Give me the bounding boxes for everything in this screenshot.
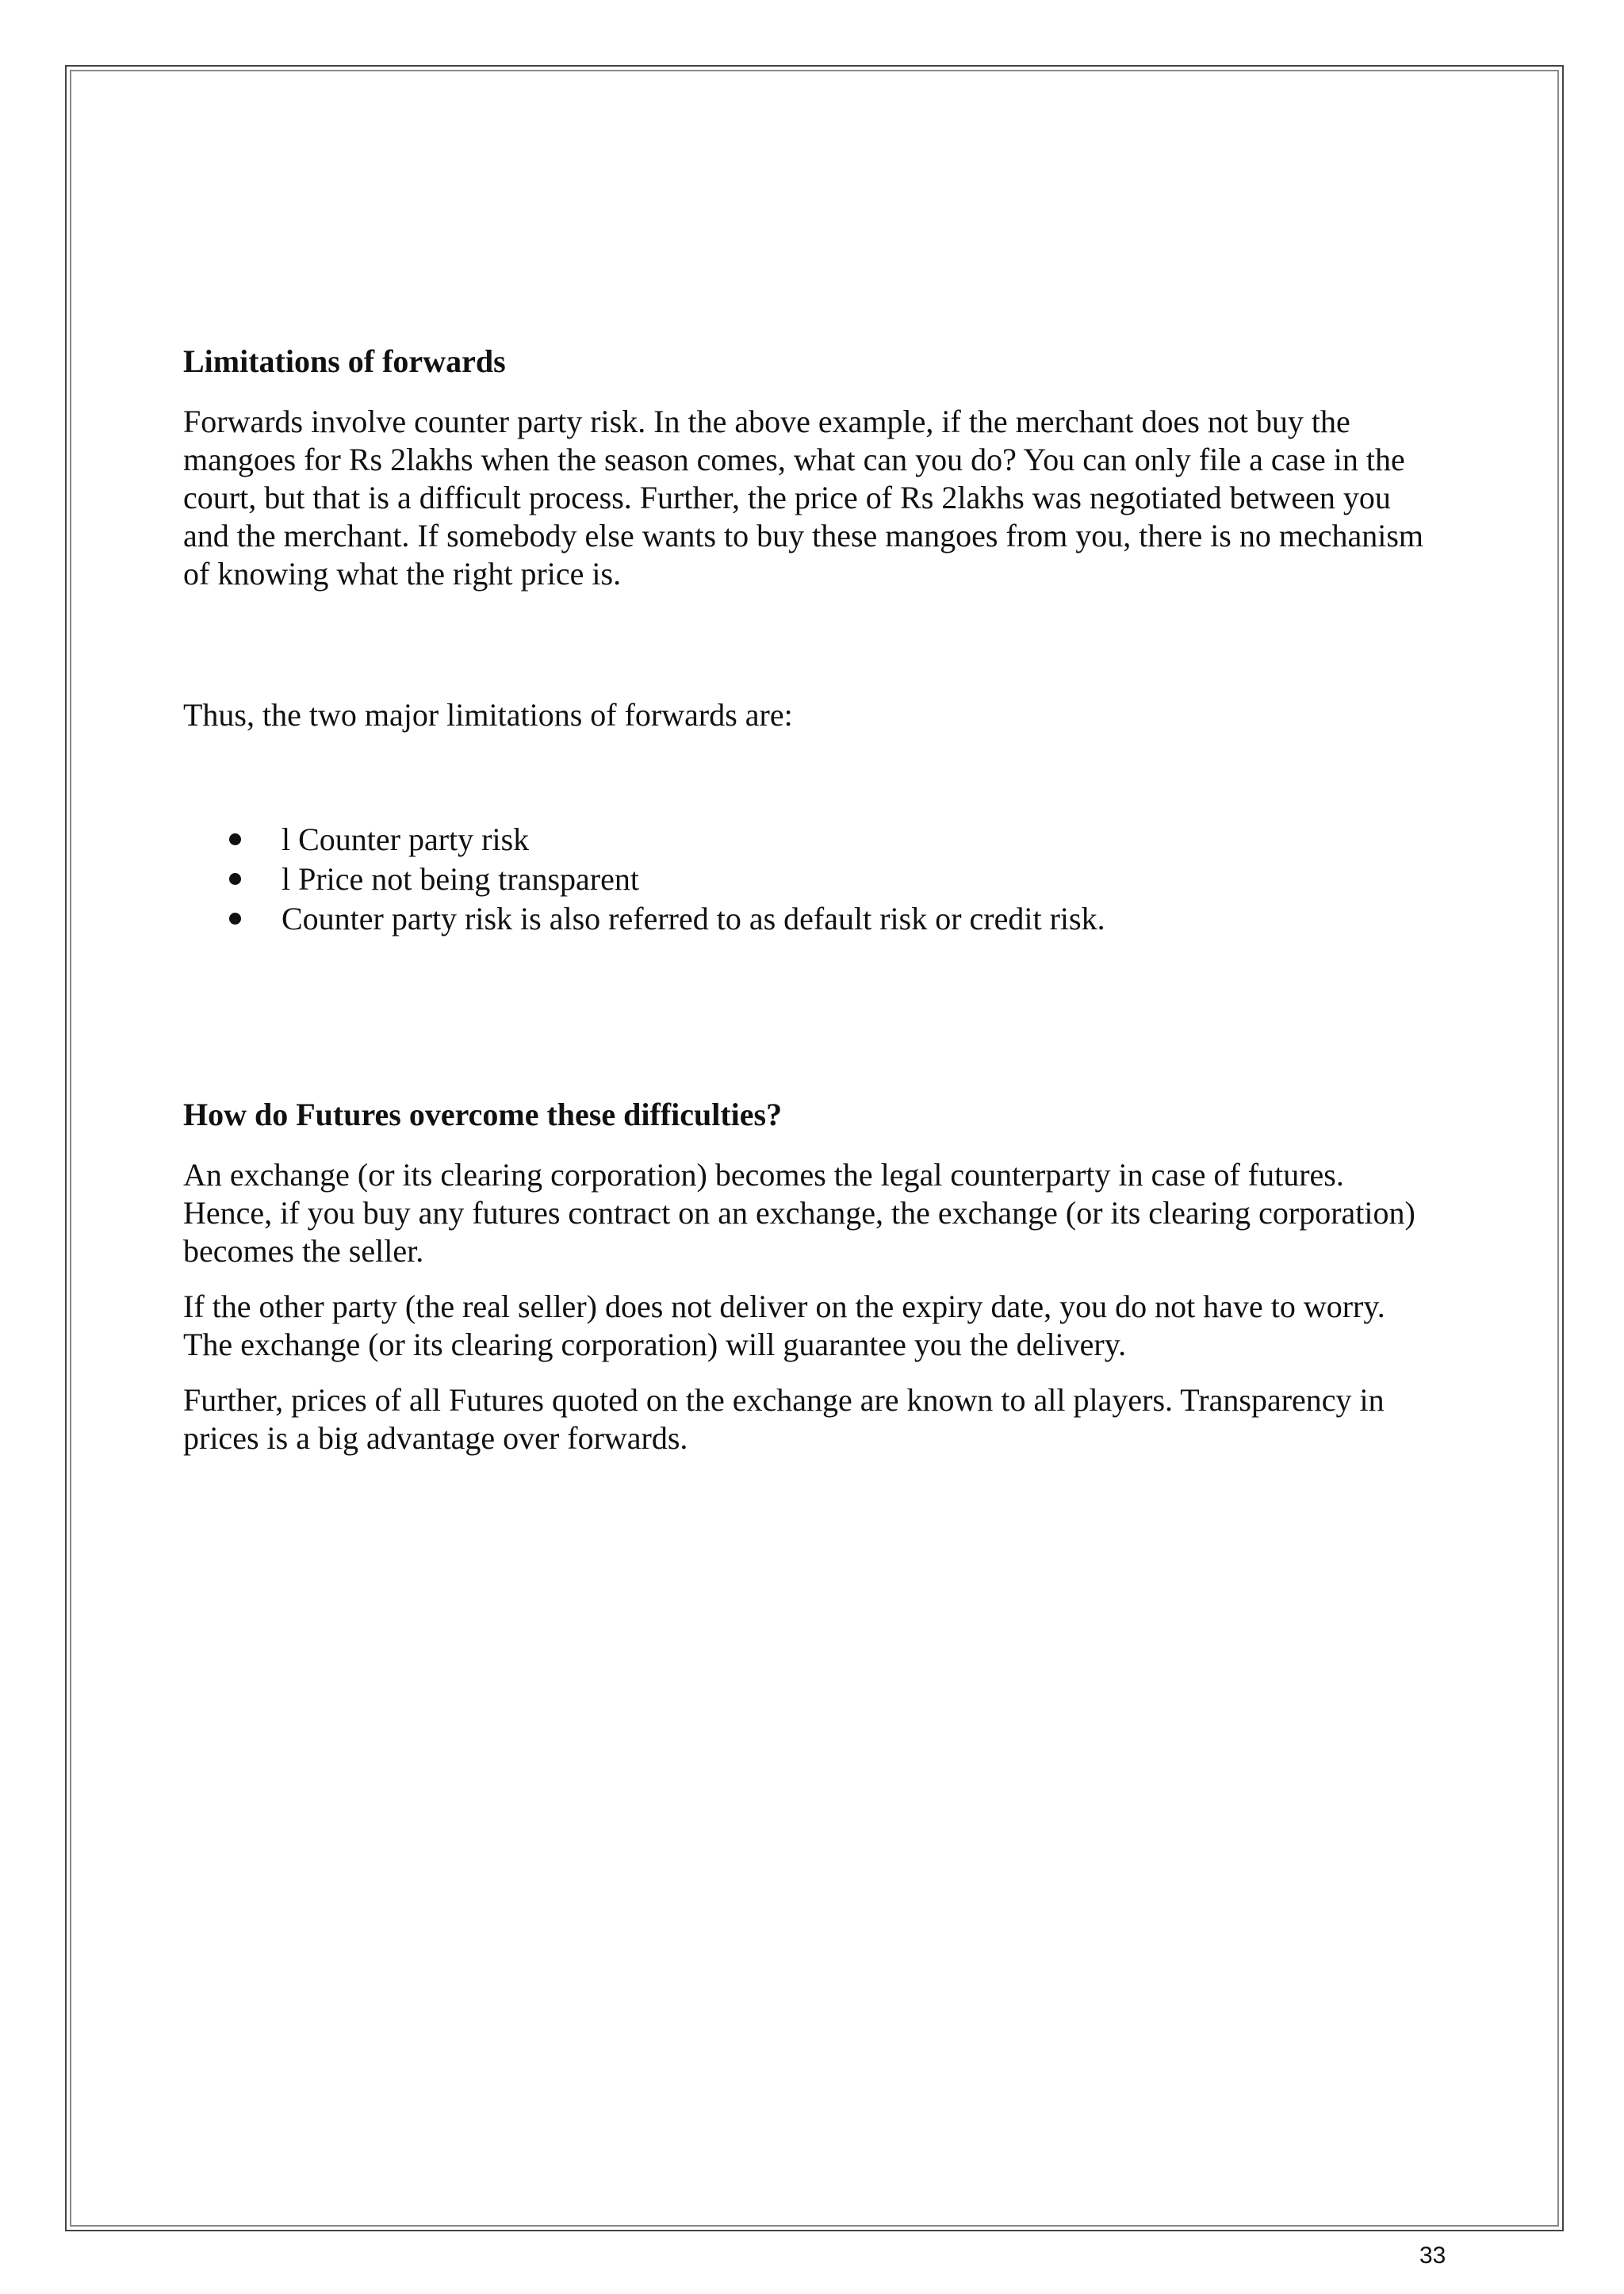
page-number: 33 — [1419, 2242, 1446, 2269]
spacer — [183, 611, 1436, 696]
bullet-icon — [229, 873, 241, 885]
bullet-icon — [229, 913, 241, 925]
spacer — [183, 939, 1436, 1094]
section-heading-futures: How do Futures overcome these difficulties? — [183, 1097, 783, 1132]
paragraph-exchange-counterparty: An exchange (or its clearing corporation) becomes the legal counterparty in case of futures. Hence, if you buy any futures contract on an exchange, the exchange (or its clearing corporation) becomes the seller. — [183, 1157, 1415, 1269]
paragraph-delivery-guarantee: If the other party (the real seller) does not deliver on the expiry date, you do not have to worry. The exchange (or its clearing corporation) will guarantee you the delivery. — [183, 1289, 1385, 1362]
page-content — [183, 341, 1436, 1475]
list-item-text: l Counter party risk — [282, 821, 530, 857]
section-heading-limitations: Limitations of forwards — [183, 343, 506, 379]
paragraph-counterparty-risk: Forwards involve counter party risk. In the above example, if the merchant does not buy the mangoes for Rs 2lakhs when the season comes, what can you do? You can only file a case in the court, but that is a difficult process. Further, the price of Rs 2lakhs was negotiated between you and the merchant. If somebody else wants to buy these mangoes from you, there is no mechanism of knowing what the right price is. — [183, 404, 1424, 592]
paragraph-price-transparency: Further, prices of all Futures quoted on the exchange are known to all players. Transparency in prices is a big advantage over forwards. — [183, 1382, 1385, 1456]
limitations-list — [183, 820, 1436, 939]
list-item-text: Counter party risk is also referred to as default risk or credit risk. — [282, 901, 1105, 936]
spacer — [183, 752, 1436, 820]
list-item — [229, 899, 1436, 939]
list-item — [229, 820, 1436, 860]
paragraph-limitations-intro: Thus, the two major limitations of forwards are: — [183, 697, 793, 733]
list-item — [229, 860, 1436, 899]
bullet-icon — [229, 833, 241, 845]
list-item-text: l Price not being transparent — [282, 861, 639, 897]
